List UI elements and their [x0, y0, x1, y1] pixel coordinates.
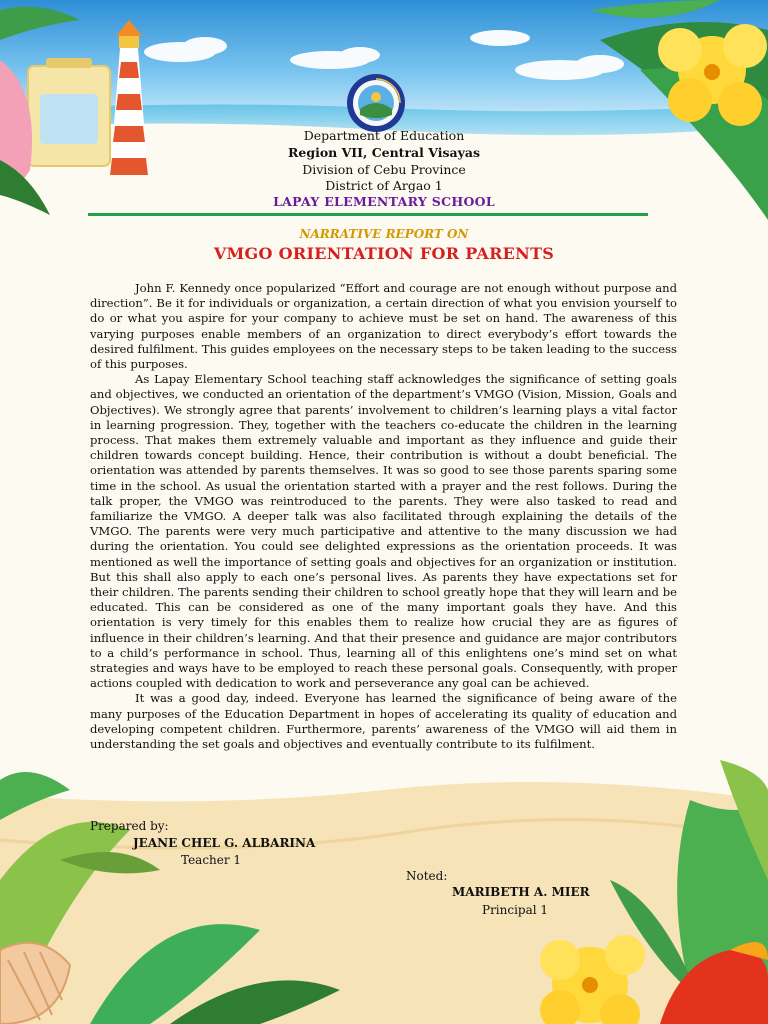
division-line: Division of Cebu Province [302, 162, 466, 177]
report-subtitle: NARRATIVE REPORT ON [299, 227, 469, 241]
noted-label: Noted: [406, 869, 448, 883]
prepared-by-name: JEANE CHEL G. ALBARINA [133, 836, 316, 850]
header-divider [88, 213, 648, 216]
paragraph: John F. Kennedy once popularized “Effort and courage are not enough without purpose and direction”. Be it for individuals or organization, a certain direction of what you envision yourself to do or what you aspire for your company to achieve must be set on hand. The awareness of this varying purposes enable members of an organization to direct everybody’s effort towards the desired fulfilment. This guides employees on the necessary steps to be taken leading to the success of this purposes. [90, 281, 677, 372]
report-title: VMGO ORIENTATION FOR PARENTS [213, 244, 555, 263]
department-line: Department of Education [303, 128, 465, 143]
division-seal-logo [346, 73, 406, 133]
report-body [90, 281, 677, 752]
paragraph: As Lapay Elementary School teaching staff acknowledges the significance of setting goals and objectives, we conducted an orientation of the department’s VMGO (Vision, Mission, Goals and Objectives). We strongly agree that parents’ involvement to children’s learning plays a vital factor in learning progression. They, together with the teachers co-educate the children in the learning process. That makes them extremely valuable and important as they influence and guide their children towards concept building. Hence, their contribution is without a doubt beneficial. The orientation was attended by parents themselves. It was so good to see those parents sparing some time in the school. As usual the orientation started with a prayer and the rest follows. During the talk proper, the VMGO was reintroduced to the parents. They were also tasked to read and familiarize the VMGO. A deeper talk was also facilitated through explaining the details of the VMGO. The parents were very much participative and attentive to the many discussion we had during the orientation. You could see delighted expressions as the orientation proceeds. It was mentioned as well the importance of setting goals and objectives for an organization or institution. But this shall also apply to each one’s personal lives. As parents they have expectations set for their children. The parents sending their children to school greatly hope that they will learn and be educated. This can be considered as one of the many important goals they have. And this orientation is very timely for this enables them to realize how crucial they are as figures of influence in their children’s learning. And that their presence and guidance are major contributors to a child’s performance in school. Thus, learning all of this enlightens one’s mind set on what strategies and ways have to be employed to reach these personal goals. Consequently, with proper actions coupled with dedication to work and perseverance any goal can be achieved. [90, 372, 677, 691]
noted-by-name: MARIBETH A. MIER [452, 885, 590, 899]
district-line: District of Argao 1 [325, 178, 443, 193]
school-name: LAPAY ELEMENTARY SCHOOL [273, 194, 495, 209]
paragraph: It was a good day, indeed. Everyone has learned the significance of being aware of the many purposes of the Education Department in hopes of accelerating its quality of education and developing competent children. Furthermore, parents’ awareness of the VMGO will aid them in understanding the set goals and objectives and eventually contribute to its fulfilment. [90, 691, 677, 752]
prepared-by-label: Prepared by: [90, 819, 169, 833]
noted-by-title: Principal 1 [482, 903, 549, 917]
prepared-by-title: Teacher 1 [181, 853, 242, 867]
region-line: Region VII, Central Visayas [287, 145, 481, 160]
